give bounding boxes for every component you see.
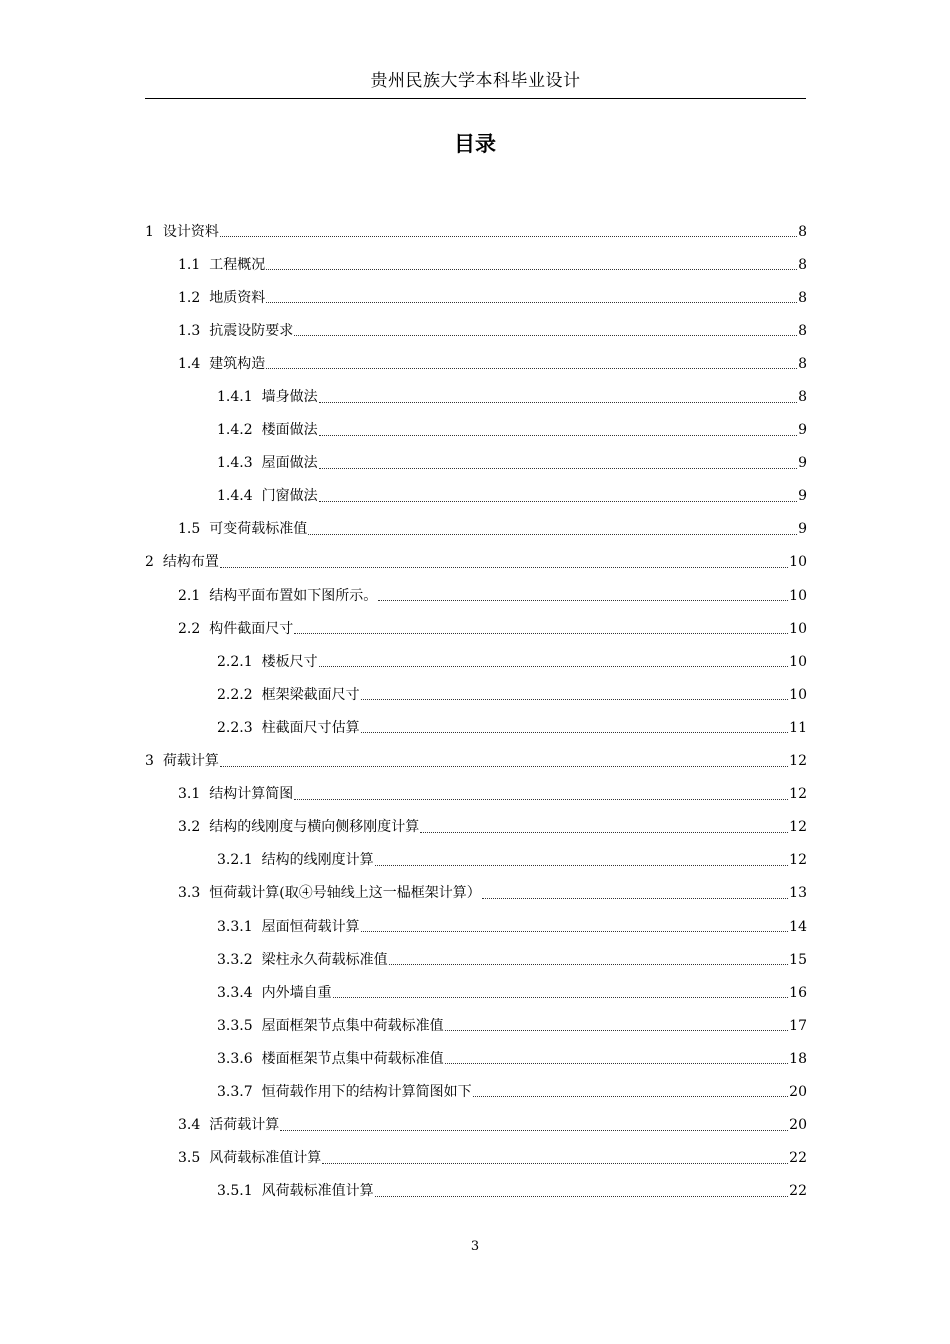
- toc-entry-page: 11: [789, 719, 807, 736]
- toc-dot-leader: [482, 886, 788, 899]
- toc-dot-leader: [280, 1118, 788, 1131]
- toc-entry-page: 12: [789, 753, 807, 770]
- toc-dot-leader: [294, 787, 788, 800]
- toc-dot-leader: [378, 588, 788, 601]
- toc-entry[interactable]: [145, 1075, 807, 1108]
- toc-entry-title: 抗震设防要求: [209, 322, 294, 339]
- toc-entry-number: 3.3.6: [217, 1050, 253, 1067]
- toc-entry-title: 可变荷载标准值: [209, 521, 308, 538]
- toc-entry-number: 3.1: [178, 786, 201, 803]
- toc-dot-leader: [319, 654, 789, 667]
- toc-entry-page: 12: [789, 786, 807, 803]
- toc-entry-page: 12: [789, 819, 807, 836]
- toc-entry[interactable]: [145, 1175, 807, 1208]
- toc-entry[interactable]: [145, 1009, 807, 1042]
- toc-entry-title: 荷载计算: [162, 753, 219, 770]
- toc-dot-leader: [266, 356, 797, 369]
- toc-entry-page: 8: [798, 355, 807, 372]
- toc-entry-number: 1.4: [178, 355, 201, 372]
- toc-dot-leader: [389, 952, 789, 965]
- toc-dot-leader: [473, 1084, 789, 1097]
- toc-entry[interactable]: [145, 347, 807, 380]
- toc-dot-leader: [361, 720, 789, 733]
- toc-entry-page: 9: [798, 455, 807, 472]
- toc-entry-title: 建筑构造: [209, 355, 266, 372]
- toc-entry[interactable]: [145, 414, 807, 447]
- toc-entry-number: 3.3.1: [217, 918, 253, 935]
- toc-entry-title: 屋面框架节点集中荷载标准值: [261, 1017, 444, 1034]
- toc-dot-leader: [266, 290, 797, 303]
- toc-entry-number: 3.3.7: [217, 1083, 253, 1100]
- toc-entry[interactable]: [145, 1109, 807, 1142]
- toc-dot-leader: [375, 853, 789, 866]
- toc-entry-number: 1: [145, 223, 154, 240]
- toc-dot-leader: [445, 1018, 789, 1031]
- toc-title: 目录: [454, 132, 496, 156]
- toc-entry[interactable]: [145, 645, 807, 678]
- toc-entry-number: 3.2: [178, 819, 201, 836]
- toc-entry[interactable]: [145, 1042, 807, 1075]
- toc-entry[interactable]: [145, 579, 807, 612]
- toc-entry-title: 楼面框架节点集中荷载标准值: [261, 1050, 444, 1067]
- toc-entry-title: 内外墙自重: [261, 984, 332, 1001]
- toc-dot-leader: [319, 489, 797, 502]
- toc-entry[interactable]: [145, 943, 807, 976]
- toc-entry[interactable]: [145, 745, 807, 778]
- toc-entry-number: 2.2.3: [217, 719, 253, 736]
- toc-dot-leader: [319, 390, 797, 403]
- toc-entry-page: 18: [789, 1050, 807, 1067]
- toc-entry-page: 10: [789, 620, 807, 637]
- toc-entry-number: 3.3.4: [217, 984, 253, 1001]
- toc-entry[interactable]: [145, 976, 807, 1009]
- toc-entry-title: 梁柱永久荷载标准值: [261, 951, 388, 968]
- toc-dot-leader: [361, 919, 789, 932]
- toc-dot-leader: [375, 1184, 789, 1197]
- toc-entry[interactable]: [145, 910, 807, 943]
- toc-entry-page: 8: [798, 322, 807, 339]
- toc-entry-page: 20: [789, 1117, 807, 1134]
- toc-entry-page: 16: [789, 984, 807, 1001]
- toc-entry[interactable]: [145, 380, 807, 413]
- toc-entry-number: 3: [145, 753, 154, 770]
- toc-entry-number: 3.3.5: [217, 1017, 253, 1034]
- toc-entry[interactable]: [145, 480, 807, 513]
- toc-dot-leader: [294, 621, 788, 634]
- toc-entry[interactable]: [145, 513, 807, 546]
- toc-entry-title: 设计资料: [162, 223, 219, 240]
- toc-entry-number: 1.4.1: [217, 389, 253, 406]
- toc-entry-number: 2.2.1: [217, 653, 253, 670]
- toc-entry-number: 1.1: [178, 256, 201, 273]
- toc-entry-number: 3.3: [178, 885, 201, 902]
- toc-entry-number: 1.3: [178, 322, 201, 339]
- toc-entry-page: 10: [789, 653, 807, 670]
- toc-entry[interactable]: [145, 877, 807, 910]
- toc-entry-number: 3.4: [178, 1117, 201, 1134]
- toc-entry-title: 楼板尺寸: [261, 653, 318, 670]
- toc-entry[interactable]: [145, 314, 807, 347]
- toc-entry-page: 10: [789, 554, 807, 571]
- toc-entry-number: 2.2.2: [217, 686, 253, 703]
- toc-entry-title: 框架梁截面尺寸: [261, 686, 360, 703]
- toc-entry-number: 3.5: [178, 1150, 201, 1167]
- toc-entry-number: 2.1: [178, 587, 201, 604]
- page-header: 贵州民族大学本科毕业设计: [370, 71, 581, 91]
- toc-entry[interactable]: [145, 215, 807, 248]
- toc-entry-number: 3.3.2: [217, 951, 253, 968]
- toc-entry-title: 柱截面尺寸估算: [261, 719, 360, 736]
- toc-dot-leader: [220, 754, 788, 767]
- toc-entry-title: 活荷载计算: [209, 1117, 280, 1134]
- toc-entry-number: 1.2: [178, 289, 201, 306]
- toc-entry[interactable]: [145, 546, 807, 579]
- toc-entry-page: 9: [798, 521, 807, 538]
- toc-entry-page: 13: [789, 885, 807, 902]
- toc-dot-leader: [294, 323, 797, 336]
- toc-entry[interactable]: [145, 678, 807, 711]
- toc-entry-page: 10: [789, 686, 807, 703]
- toc-entry-page: 8: [798, 223, 807, 240]
- toc-entry-title: 结构的线刚度计算: [261, 852, 374, 869]
- toc-entry-title: 屋面做法: [261, 455, 318, 472]
- toc-entry-number: 1.5: [178, 521, 201, 538]
- toc-dot-leader: [319, 423, 797, 436]
- toc-entry-title: 结构平面布置如下图所示。: [209, 587, 378, 604]
- toc-entry[interactable]: [145, 612, 807, 645]
- toc-entry-title: 结构的线刚度与横向侧移刚度计算: [209, 819, 420, 836]
- toc-dot-leader: [333, 985, 789, 998]
- toc-dot-leader: [445, 1051, 789, 1064]
- toc-entry-title: 风荷载标准值计算: [261, 1183, 374, 1200]
- toc-entry-title: 工程概况: [209, 256, 266, 273]
- toc-dot-leader: [266, 257, 797, 270]
- toc-entry-page: 22: [789, 1150, 807, 1167]
- toc-entry-page: 8: [798, 389, 807, 406]
- toc-dot-leader: [220, 555, 788, 568]
- toc-entry-number: 2: [145, 554, 154, 571]
- toc-entry[interactable]: [145, 447, 807, 480]
- toc-entry-page: 8: [798, 256, 807, 273]
- toc-entry-page: 15: [789, 951, 807, 968]
- toc-entry-number: 1.4.2: [217, 422, 253, 439]
- toc-entry[interactable]: [145, 711, 807, 744]
- toc-entry[interactable]: [145, 844, 807, 877]
- toc-entry-number: 2.2: [178, 620, 201, 637]
- toc-entry[interactable]: [145, 248, 807, 281]
- toc-entry-title: 风荷载标准值计算: [209, 1150, 322, 1167]
- header-rule: [145, 98, 806, 99]
- toc-entry-number: 3.5.1: [217, 1183, 253, 1200]
- toc-entry-page: 10: [789, 587, 807, 604]
- toc-entry-page: 9: [798, 422, 807, 439]
- toc-dot-leader: [361, 687, 789, 700]
- toc-entry-number: 1.4.3: [217, 455, 253, 472]
- toc-entry-title: 屋面恒荷载计算: [261, 918, 360, 935]
- toc-entry-title: 恒荷载作用下的结构计算简图如下: [261, 1083, 472, 1100]
- toc-entry[interactable]: [145, 778, 807, 811]
- toc-entry-page: 14: [789, 918, 807, 935]
- toc-entry[interactable]: [145, 811, 807, 844]
- toc-entry-title: 恒荷载计算(取④号轴线上这一榀框架计算）: [209, 885, 481, 902]
- toc-entry-page: 9: [798, 488, 807, 505]
- toc-entry-title: 结构计算简图: [209, 786, 294, 803]
- toc-entry-title: 构件截面尺寸: [209, 620, 294, 637]
- toc-entry-page: 8: [798, 289, 807, 306]
- toc-dot-leader: [308, 522, 797, 535]
- toc-entry-page: 22: [789, 1183, 807, 1200]
- toc-entry-number: 3.2.1: [217, 852, 253, 869]
- toc-entry-title: 地质资料: [209, 289, 266, 306]
- toc-dot-leader: [319, 456, 797, 469]
- toc-entry-page: 17: [789, 1017, 807, 1034]
- toc-entry-title: 结构布置: [162, 554, 219, 571]
- toc-dot-leader: [322, 1151, 788, 1164]
- toc-dot-leader: [420, 820, 788, 833]
- table-of-contents: [145, 215, 807, 1208]
- toc-entry-number: 1.4.4: [217, 488, 253, 505]
- toc-dot-leader: [220, 224, 797, 237]
- toc-entry-title: 门窗做法: [261, 488, 318, 505]
- toc-entry[interactable]: [145, 1142, 807, 1175]
- toc-entry-title: 墙身做法: [261, 389, 318, 406]
- toc-entry-page: 20: [789, 1083, 807, 1100]
- page-number: 3: [470, 1239, 480, 1254]
- toc-entry-page: 12: [789, 852, 807, 869]
- toc-entry[interactable]: [145, 281, 807, 314]
- toc-entry-title: 楼面做法: [261, 422, 318, 439]
